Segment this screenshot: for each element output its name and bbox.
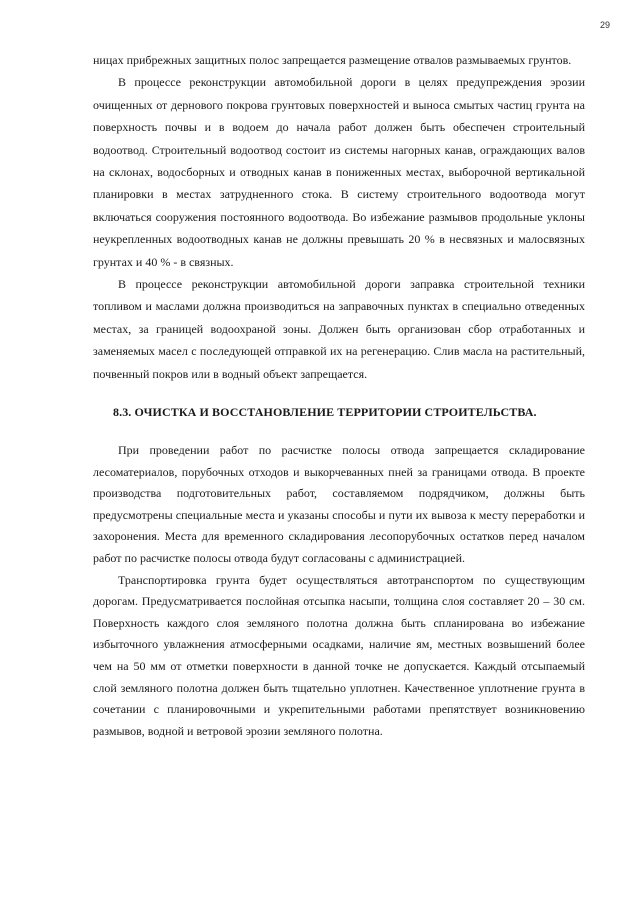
- section-body: [93, 440, 585, 742]
- section-heading: 8.3. ОЧИСТКА И ВОССТАНОВЛЕНИЕ ТЕРРИТОРИИ СТРОИТЕЛЬСТВА.: [113, 405, 537, 420]
- paragraph-clearing: При проведении работ по расчистке полосы отвода запрещается складирование лесоматериалов, порубочных отходов и выкорчеванных пней за границами отвода. В проекте производства подготовительных работ, составляемом подрядчиком, должны быть предусмотрены специальные места и указаны способы и пути их вывоза к месту переработки и захоронения. Места для временного складирования лесопорубочных остатков перед началом работ по расчистке полосы отвода будут согласованы с администрацией.: [93, 443, 585, 566]
- document-body: [93, 49, 585, 742]
- page-number: 29: [599, 20, 610, 30]
- paragraph-continuation: ницах прибрежных защитных полос запрещается размещение отвалов размываемых грунтов.: [93, 53, 572, 67]
- paragraph-refueling: В процессе реконструкции автомобильной дороги заправка строительной техники топливом и маслами должна производиться на заправочных пунктах в специально отведенных местах, за границей водоохраной зоны. Должен быть организован сбор отработанных и заменяемых масел с последующей отправкой их на регенерацию. Слив масла на растительный, почвенный покров или в водный объект запрещается.: [93, 277, 585, 381]
- paragraph-drainage: В процессе реконструкции автомобильной дороги в целях предупреждения эрозии очищенных от дернового покрова грунтовых поверхностей и выноса смытых частиц грунта на поверхность почвы и в водоем до начала работ должен быть обеспечен строительный водоотвод. Строительный водоотвод состоит из системы нагорных канав, ограждающих валов на склонах, водосборных и отводных канав в пониженных местах, выборочной вертикальной планировки в местах затрудненного стока. В систему строительного водоотвода могут включаться сооружения постоянного водоотвода. Во избежание размывов продольные уклоны неукрепленных водоотводных канав не должны превышать 20 % в несвязных и малосвязных грунтах и 40 % - в связных.: [93, 75, 585, 269]
- paragraph-soil-transport: Транспортировка грунта будет осуществляться автотранспортом по существующим дорогам. Предусматривается послойная отсыпка насыпи, толщина слоя составляет 20 – 30 см. Поверхность каждого слоя земляного полотна должна быть спланирована во избежание избыточного увлажнения атмосферными осадками, наличие ям, местных возвышений более чем на 50 мм от отметки поверхности в данной точке не допускается. Каждый отсыпаемый слой земляного полотна должен быть тщательно уплотнен. Качественное уплотнение грунта в сочетании с планировочными и укрепительными работами препятствует возникновению размывов, водной и ветровой эрозии земляного полотна.: [93, 572, 585, 738]
